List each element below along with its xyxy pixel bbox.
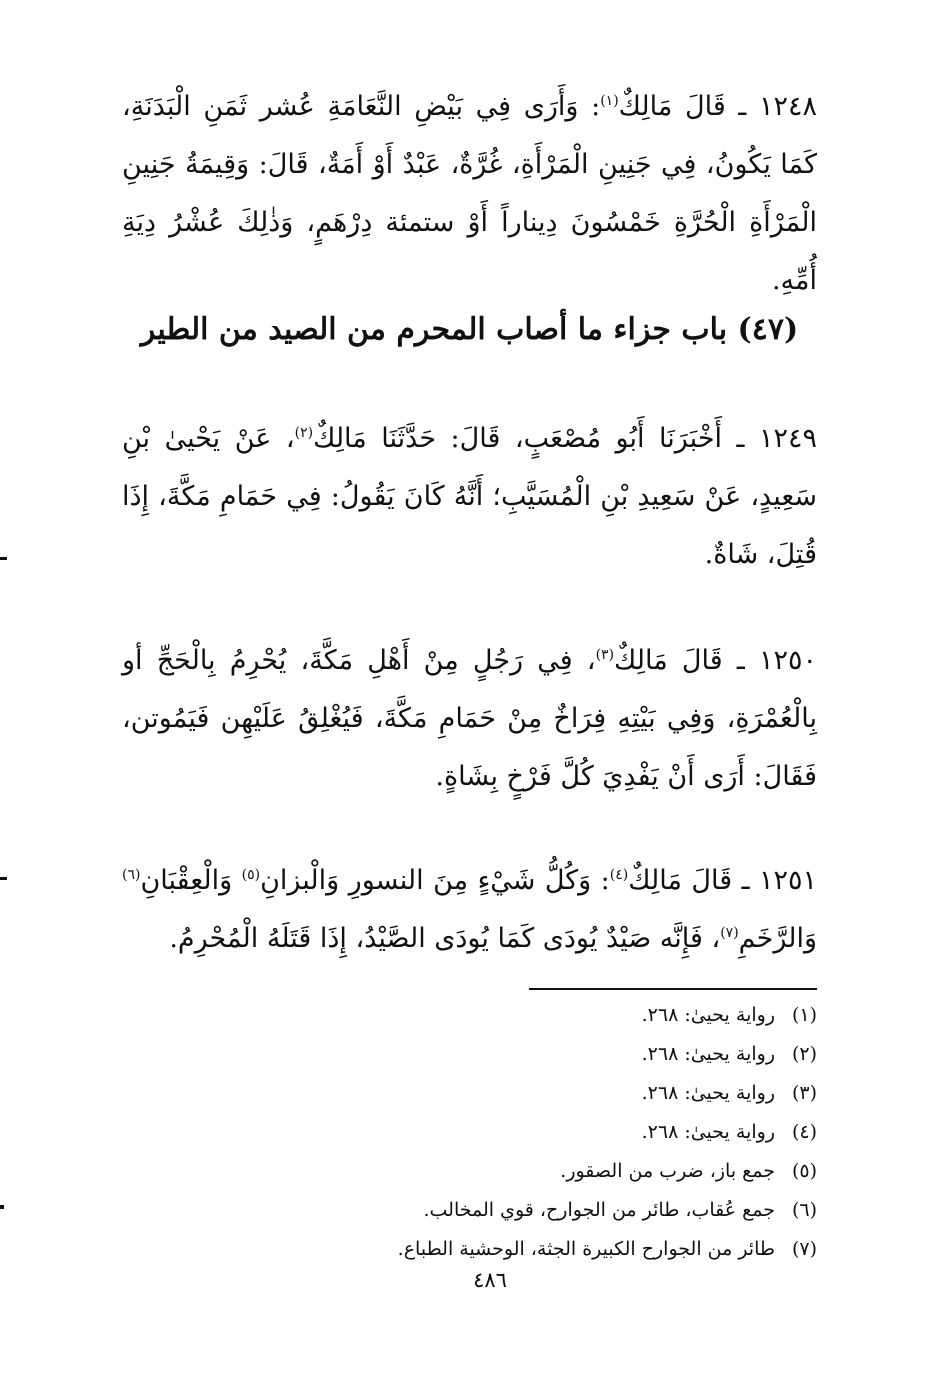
paragraph-1248-body: : وَأَرَى فِي بَيْضِ النَّعَامَةِ عُشر ثَمَنِ الْبَدَنَةِ، كَمَا يَكُونُ، فِي جَنِينِ الْمَرْأَةِ، غُرَّةٌ، عَبْدٌ أَوْ أَمَةٌ، قَالَ: وَقِيمَةُ جَنِينِ الْمَرْأَةِ الْحُرَّةِ خَمْسُونَ دِيناراً أَوْ ستمئة دِرْهَمٍ، وَذٰلِكَ عُشْرُ دِيَةِ أُمِّهِ. bbox=[122, 91, 817, 296]
footnote-number: (٣) bbox=[791, 1082, 817, 1104]
paragraph-1251-part-3: وَالرَّخَمِ bbox=[738, 923, 817, 954]
footnote-text: جمع عُقاب، طائر من الجوارح، قوي المخالب. bbox=[423, 1199, 775, 1221]
footnote-text: رواية يحيىٰ: ٢٦٨. bbox=[641, 1082, 775, 1104]
footnotes-list bbox=[122, 996, 817, 1269]
footnote-number: (٢) bbox=[791, 1043, 817, 1065]
footnote-6 bbox=[122, 1191, 817, 1230]
paragraph-1250 bbox=[122, 632, 817, 806]
footnote-ref-5: (٥) bbox=[241, 867, 261, 883]
footnote-text: جمع باز، ضرب من الصقور. bbox=[560, 1160, 775, 1182]
scan-margin-mark bbox=[0, 877, 7, 880]
footnote-number: (١) bbox=[791, 1004, 817, 1026]
footnote-text: رواية يحيىٰ: ٢٦٨. bbox=[641, 1043, 775, 1065]
paragraph-1251-body: ، فَإِنَّه صَيْدٌ يُودَى كَمَا يُودَى الصَّيْدُ، إِذَا قَتَلَهُ الْمُحْرِمُ. bbox=[169, 923, 721, 954]
scan-margin-mark bbox=[0, 1205, 4, 1209]
paragraph-1251-start: ١٢٥١ ـ قَالَ مَالِكٌ bbox=[628, 865, 817, 896]
footnote-4 bbox=[122, 1113, 817, 1152]
footnote-number: (٤) bbox=[791, 1121, 817, 1143]
footnote-7 bbox=[122, 1230, 817, 1269]
footnote-number: (٦) bbox=[791, 1199, 817, 1221]
footnote-ref-7: (٧) bbox=[720, 925, 739, 941]
paragraph-1249-body: ، عَنْ يَحْيىٰ بْنِ سَعِيدٍ، عَنْ سَعِيدِ بْنِ الْمُسَيَّبِ؛ أَنَّهُ كَانَ يَقُولُ: فِي حَمَامِ مَكَّةَ، إِذَا قُتِلَ، شَاةٌ. bbox=[122, 423, 817, 570]
footnote-ref-4: (٤) bbox=[609, 867, 629, 883]
page-number: ٤٨٦ bbox=[473, 1268, 507, 1292]
chapter-heading: (٤٧) باب جزاء ما أصاب المحرم من الصيد من الطير bbox=[140, 312, 799, 347]
footnote-number: (٥) bbox=[791, 1160, 817, 1182]
footnote-ref-3: (٣) bbox=[595, 647, 615, 663]
footnote-3 bbox=[122, 1074, 817, 1113]
footnote-number: (٧) bbox=[791, 1238, 817, 1260]
footnote-5 bbox=[122, 1152, 817, 1191]
footnote-ref-1: (١) bbox=[600, 93, 619, 109]
paragraph-1249 bbox=[122, 410, 817, 584]
paragraph-1249-start: ١٢٤٩ ـ أَخْبَرَنَا أَبُو مُصْعَبٍ، قَالَ: حَدَّثَنَا مَالِكٌ bbox=[313, 423, 817, 454]
footnote-ref-6: (٦) bbox=[122, 867, 141, 883]
footnote-ref-2: (٢) bbox=[294, 425, 314, 441]
footnote-1 bbox=[122, 996, 817, 1035]
paragraph-1251-part-1: : وَكُلُّ شَيْءٍ مِنَ النسورِ وَالْبزانِ bbox=[260, 865, 610, 896]
paragraph-1251-part-2: وَالْعِقْبَانِ bbox=[140, 865, 242, 896]
paragraph-1250-start: ١٢٥٠ ـ قَالَ مَالِكٌ bbox=[614, 645, 817, 676]
footnote-divider bbox=[529, 988, 817, 990]
footnote-2 bbox=[122, 1035, 817, 1074]
footnote-text: رواية يحيىٰ: ٢٦٨. bbox=[641, 1121, 775, 1143]
paragraph-1248-start: ١٢٤٨ ـ قَالَ مَالِكٌ bbox=[618, 91, 817, 122]
footnote-text: رواية يحيىٰ: ٢٦٨. bbox=[641, 1004, 775, 1026]
paragraph-1251 bbox=[122, 852, 817, 968]
paragraph-1248 bbox=[122, 78, 817, 310]
paragraph-1250-body: ، فِي رَجُلٍ مِنْ أَهْلِ مَكَّةَ، يُحْرِمُ بِالْحَجِّ أو بِالْعُمْرَةِ، وَفِي بَيْتِهِ فِرَاخٌ مِنْ حَمَامِ مَكَّةَ، فَيُغْلِقُ عَلَيْهِن فَيَمُوتن، فَقَالَ: أَرَى أَنْ يَفْدِيَ كُلَّ فَرْخٍ بِشَاةٍ. bbox=[122, 645, 817, 792]
scan-margin-mark bbox=[0, 557, 7, 560]
footnote-text: طائر من الجوارح الكبيرة الجثة، الوحشية الطباع. bbox=[397, 1238, 775, 1260]
